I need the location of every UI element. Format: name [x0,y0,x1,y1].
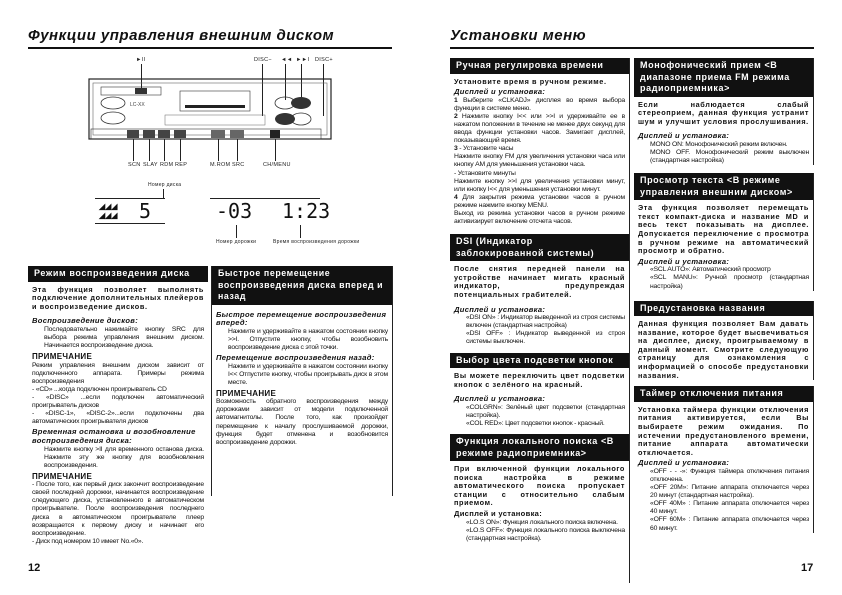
section-clock-adjust [450,58,629,226]
list-item: - «CD» ...когда подключен проигрыватель CD [32,385,167,393]
paragraph: Возможность обратного воспроизведения между дорожками зависит от модели подключенной автомагнитолы. После того, как произойдет перемещение к началу прослушиваемой дорожки, функция будет отменена и возобновится воспроизведение дорожки. [216,398,388,446]
label-play-time: Время воспроизведения дорожки [273,239,360,245]
subheading: Временная остановка и возобновление воспроизведения диска: [32,427,196,445]
svg-text:LC-XX: LC-XX [130,102,145,108]
paragraph: Последовательно нажимайте кнопку SRC для выбора режима управления внешним диском. Начинается воспроизведение диска. [44,325,204,350]
section-title-preset [634,301,814,381]
section-fast-search [211,266,393,496]
play-time-digits: 1:23 [282,199,331,223]
diagram-label-slay: SLAY [143,162,158,168]
step-item [454,97,625,113]
subheading: Перемещение воспроизведения назад: [216,352,375,362]
step-number: 4 [454,193,458,201]
right-column-1 [450,58,630,583]
step-item [454,145,625,153]
step-number: 1 [454,96,458,104]
disc-number-digit: 5 [139,199,152,223]
leader-line [236,225,237,238]
section-local-seek [450,434,629,543]
section-button-color [450,353,629,429]
diagram-label-rewind: ◄◄ [281,57,293,63]
leader-line [300,225,301,238]
list-item: «OFF 20M»: Питание аппарата отключается через 20 минут (стандартная настройка). [650,484,809,500]
list-item: - «DISC-1», «DISC-2»...если подключены два автоматических проигрывателя дисков [32,410,204,426]
subheading: Дисплей и установка: [454,87,546,97]
subheading: Дисплей и установка: [454,394,546,404]
list-item: MONO ON: Монофонический режим включен. [650,140,788,148]
step-item [454,113,625,145]
section-header: Таймер отключения питания [634,386,813,402]
leader-line [180,139,181,161]
section-dsi [450,234,629,346]
leader-line [149,139,150,161]
list-item: «DSI OFF» : Индикатор выведенной из строя системы выключен. [466,330,625,346]
list-item: MONO OFF. Монофонический режим выключен (стандартная настройка) [650,148,809,165]
paragraph: Нажмите и удерживайте в нажатом состоянии кнопку I<< Отпустите кнопку, чтобы проигрывать диск в этом месте. [228,362,388,386]
paragraph: Режим управления внешним диском зависит от подключенного аппарата. Примеры режима воспроизведения [32,361,204,385]
subheading: Воспроизведение дисков: [32,316,139,326]
title-rule [28,47,392,49]
section-lead: При включенной функции локального поиска настройка в режиме автоматического поиска пропускает станции с относительно слабым приемом. [454,464,625,508]
step-item [454,194,625,210]
section-header: Монофонический прием <В диапазоне приема FM режима радиоприемника> [634,58,813,97]
leader-line [237,139,238,161]
list-item: «SCL MANU»: Ручной просмотр (стандартная настройка) [650,274,809,290]
diagram-label-ch-menu: CH/MENU [263,162,291,168]
paragraph: Нажмите кнопку >>I для увеличения установки минут, или кнопку I<< для уменьшения установки минут. [454,177,625,193]
step-text: Нажмите кнопку I<< или >>I и удерживайте ее в нажатом положении в течение не менее двух секунд для ввода функции установки часов. Замигает дисплей, показывающий время. [454,112,625,145]
leader-line [218,139,219,161]
display-track-panel [210,198,331,224]
title-rule [450,47,814,49]
paragraph: Нажмите кнопку >II для временного останова диска. Нажмите эту же кнопку для возобновления воспроизведения. [44,445,204,469]
step-number: 2 [454,112,458,120]
page-title: Установки меню [450,27,587,44]
section-header: Выбор цвета подсветки кнопок [450,353,629,369]
list-item: - Диск под номером 10 имеет No.«0». [32,537,144,545]
section-lead: Эта функция позволяет перемещать текст компакт-диска и название MD и весь текст показывать на дисплее. Допускается переключение с просмотра в ручном режиме на автоматический просмотр и обратно. [638,203,809,256]
list-item: «LO.S ON»: Функция локального поиска включена. [466,518,618,526]
section-disc-play [28,266,208,546]
page-number: 12 [28,562,41,574]
list-item: «SCL AUTO»: Автоматический просмотр [650,266,771,274]
right-column-2 [634,58,814,583]
list-item: «OFF 40M» : Питание аппарата отключается через 40 минут. [650,500,809,516]
paragraph: - Установите минуты [454,169,516,177]
diagram-label-scan: SCN [128,162,141,168]
paragraph: Нажмите и удерживайте в нажатом состоянии кнопку >>I. Отпустите кнопку, чтобы возобновить воспроизведение диска с этой точки. [228,327,388,351]
leader-line [133,139,134,161]
section-mono [634,58,814,165]
diagram-label-play-pause: ►II [136,57,146,63]
step-text: Выберите «CLKADJ» дисплея во время выбора функции в системе меню. [454,96,625,112]
note-title: ПРИМЕЧАНИЕ [32,352,93,362]
subheading: Дисплей и установка: [454,509,543,519]
list-item: «COL RED»: Цвет подсветки кнопок - красный. [466,420,605,427]
head-unit-illustration [85,75,335,155]
subheading: Дисплей и установка: [454,304,546,314]
section-lead: Установка таймера функции отключения питания активируется, если Вы выбираете режим ожидания. По истечении предустановленого времени, питание аппарата автоматически отключается. [638,404,809,457]
section-header: DSI (Индикатор заблокированной системы) [450,234,629,261]
right-page [421,0,842,595]
label-track-number: Номер дорожки [216,239,257,245]
section-lead: После снятия передней панели на устройстве начинает мигать красный индикатор, предупреждая потенциальных грабителей. [454,264,625,299]
section-header: Ручная регулировка времени [450,58,629,74]
leader-line [164,139,165,161]
subheading: Дисплей и установка: [638,131,730,141]
section-lead: Установите время в ручном режиме. [454,76,607,86]
step-number: 3 [454,145,458,153]
subheading: Дисплей и установка: [638,256,730,266]
paragraph: Нажмите кнопку FM для увеличения установки часа или кнопку AM для уменьшения установки часа. [454,153,625,169]
note-title: ПРИМЕЧАНИЕ [32,471,93,481]
list-item: «LO.S OFF»: Функция локального поиска выключена (стандартная настройка). [466,526,625,542]
section-text-scroll [634,173,814,290]
list-item: - «DISC» ...если подключен автоматический проигрыватель дисков [32,393,204,410]
section-power-off-timer [634,386,814,532]
page-number: 17 [801,562,814,574]
list-item: «OFF - - -»: Функция таймера отключения питания отключена. [650,467,809,483]
section-lead: Если наблюдается слабый стереоприем, данная функция устранит шум и улучшит условия прослушивания. [638,99,809,126]
paragraph: Выход из режима установки часов в ручном режиме активизирует включение отсчета часов. [454,210,625,226]
step-text: - Установите часы [457,145,514,153]
list-item: - После того, как первый диск закончит воспроизведение своей последней дорожки, начинается воспроизведение следующего диска, установленного в автоматическом проигрывателе. После воспроизведения последнего диска в автоматическом проигрывателе плеер возвращается к первому диску и начинает его воспроизведение. [32,481,204,537]
list-item: «DSI ON» : Индикатор выведенной из строя системы включен (стандартная настройка) [466,314,625,330]
display-disc-panel [95,198,165,224]
section-header: Просмотр текста <В режиме управления внешним диском> [634,173,813,200]
step-text: Для закрытия режима установки часов в ручном режиме нажмите кнопку MENU. [454,193,625,209]
leader-line [275,139,276,161]
diagram-label-disc-plus: DISC+ [315,57,333,63]
list-item: «COLGRN»: Зелёный цвет подсветки (стандартная настройка). [466,403,625,419]
section-lead: Данная функция позволяет Вам давать название, которое будет высвечиваться на дисплее, диску, проигрываемому в данный момент. Смотрите следующую страницу для ознакомления с информацией о способе предустановки названия. [638,319,809,380]
diagram-label-repeat: REP [175,162,188,168]
section-lead: Вы можете переключить цвет подсветки кнопок с зелёного на красный. [454,371,625,389]
disc-icons: ◢◢◢ ◢◢◢ [99,202,118,220]
subheading: Быстрое перемещение воспроизведения вперед: [216,309,387,328]
diagram-label-forward: ►►I [296,57,310,63]
page-title: Функции управления внешним диском [28,27,335,44]
diagram-label-mrom: M.ROM [210,162,231,168]
section-header: Быстрое перемещение воспроизведения диска вперед и назад [212,266,392,305]
section-header: Режим воспроизведения диска [28,266,208,282]
label-disc-number: Номер диска [148,182,182,188]
section-lead: Эта функция позволяет выполнять подключение дополнительных плейеров и воспроизведение дисков. [32,284,204,311]
device-diagram [0,55,421,255]
section-header: Функция локального поиска <В режиме радиоприемника> [450,434,629,461]
note-title: ПРИМЕЧАНИЕ [216,388,277,398]
section-header: Предустановка названия [634,301,813,317]
diagram-label-random: RDM [160,162,174,168]
list-item: «OFF 60M» : Питание аппарата отключается через 60 минут. [650,516,809,532]
subheading: Дисплей и установка: [638,458,730,468]
diagram-label-disc-minus: DISC− [254,57,272,63]
diagram-label-source: SRC [232,162,245,168]
track-number-digits: -03 [216,199,253,223]
